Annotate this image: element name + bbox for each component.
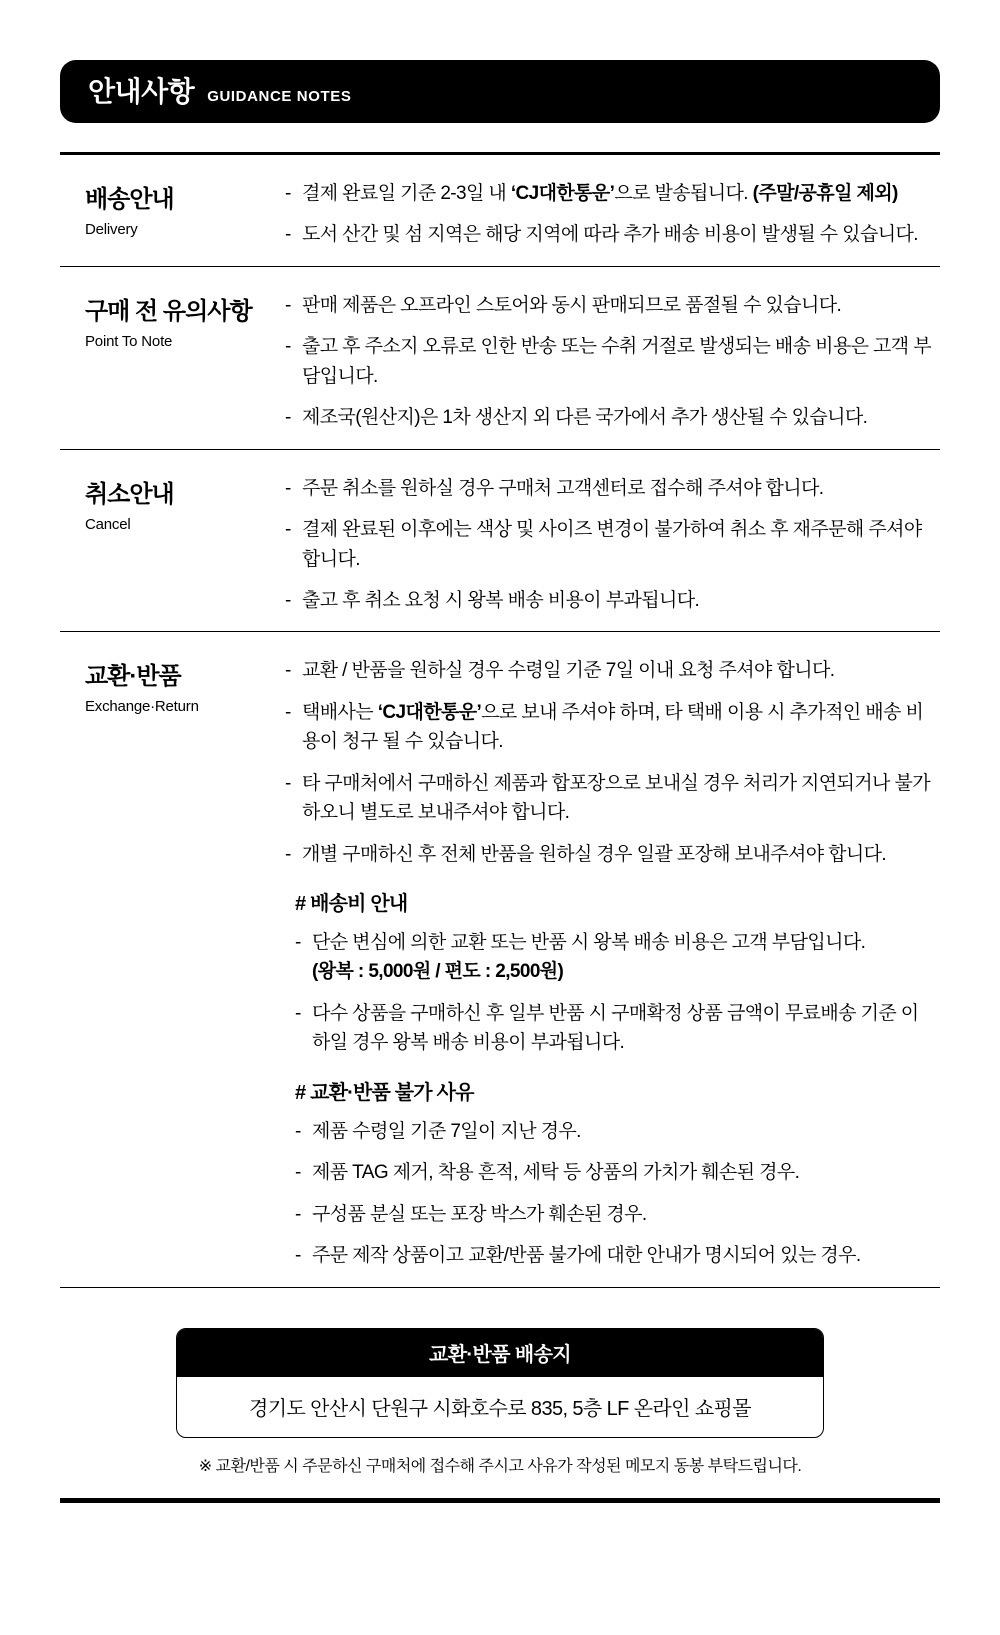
section-title: 교환·반품	[85, 663, 181, 691]
bullet-text: 택배사는 ‘CJ대한통운’으로 보내 주셔야 하며, 타 택배 이용 시 추가적인 배송 비용이 청구 될 수 있습니다.	[302, 701, 924, 753]
bullet-dash: -	[285, 477, 291, 499]
section-title: 배송안내	[85, 186, 174, 213]
bullet-text: 다수 상품을 구매하신 후 일부 반품 시 구매확정 상품 금액이 무료배송 기준 이하일 경우 왕복 배송 비용이 부과됩니다.	[312, 1002, 919, 1054]
section-title: 취소안내	[85, 480, 174, 508]
bullet-item	[285, 840, 932, 869]
address-box-header: 교환·반품 배송지	[177, 1329, 823, 1377]
bullet-dash: -	[285, 701, 291, 723]
section-title-column	[60, 474, 285, 616]
bullet-item	[295, 928, 932, 987]
section-point-to-note	[60, 267, 940, 450]
bullet-text: 결제 완료된 이후에는 색상 및 사이즈 변경이 불가하여 취소 후 재주문해 주셔야 합니다.	[302, 519, 922, 570]
sections-container	[60, 155, 940, 1288]
bullet-item	[295, 999, 932, 1058]
bullet-item	[295, 1241, 932, 1270]
bullet-item	[295, 1158, 932, 1187]
bullet-dash: -	[285, 519, 291, 541]
bullet-dash: -	[295, 1162, 301, 1184]
bullet-text: 출고 후 취소 요청 시 왕복 배송 비용이 부과됩니다.	[302, 589, 700, 611]
bullet-item	[295, 1200, 932, 1229]
bullet-dash: -	[285, 183, 291, 204]
bullet-item	[285, 656, 932, 685]
section-subtitle: Point To Note	[85, 332, 173, 350]
bullet-text: 판매 제품은 오프라인 스토어와 동시 판매되므로 품절될 수 있습니다.	[302, 294, 842, 316]
section-exchange-return	[60, 632, 940, 1287]
section-title-column	[60, 291, 285, 433]
bullet-dash: -	[285, 589, 291, 611]
bullet-text: 개별 구매하신 후 전체 반품을 원하실 경우 일괄 포장해 보내주셔야 합니다.	[302, 843, 887, 865]
section-header-bar	[60, 60, 940, 123]
address-text: 경기도 안산시 단원구 시화호수로 835, 5층 LF 온라인 쇼핑몰	[249, 1397, 751, 1420]
bullet-item	[285, 586, 932, 615]
bottom-divider	[60, 1498, 940, 1503]
subsection	[285, 889, 932, 1058]
subsection	[285, 1078, 932, 1271]
section-title-column	[60, 179, 285, 250]
bullet-text: 출고 후 주소지 오류로 인한 반송 또는 수취 거절로 발생되는 배송 비용은 고객 부담입니다.	[302, 336, 931, 387]
bullet-dash: -	[295, 1203, 301, 1225]
section-title: 구매 전 유의사항	[85, 297, 252, 325]
bullet-item	[285, 515, 932, 574]
section-subtitle: Exchange·Return	[85, 698, 199, 716]
bullet-text: 도서 산간 및 섬 지역은 해당 지역에 따라 추가 배송 비용이 발생될 수 있습니다.	[302, 224, 918, 246]
page-title: 안내사항	[88, 76, 195, 107]
bullet-dash: -	[295, 1120, 301, 1142]
section-title-column	[60, 656, 285, 1270]
bullet-text: 단순 변심에 의한 교환 또는 반품 시 왕복 배송 비용은 고객 부담입니다. (왕복 : 5,000원 / 편도 : 2,500원)	[312, 932, 866, 983]
bullet-item	[285, 474, 932, 503]
section-body	[285, 474, 940, 616]
bullet-item	[285, 291, 932, 320]
section-body	[285, 179, 940, 250]
section-cancel	[60, 450, 940, 633]
bullet-text: 제품 TAG 제거, 착용 흔적, 세탁 등 상품의 가치가 훼손된 경우.	[312, 1162, 800, 1184]
section-delivery	[60, 155, 940, 267]
bullet-item	[285, 332, 932, 391]
bullet-text: 제조국(원산지)은 1차 생산지 외 다른 국가에서 추가 생산될 수 있습니다.	[302, 407, 868, 429]
section-body	[285, 656, 940, 1270]
bullet-dash: -	[285, 294, 291, 316]
bullet-item	[295, 1117, 932, 1146]
exchange-return-address-box	[176, 1328, 824, 1438]
section-subtitle: Delivery	[85, 221, 138, 238]
bullet-text: 교환 / 반품을 원하실 경우 수령일 기준 7일 이내 요청 주셔야 합니다.	[302, 660, 835, 682]
bullet-text: 구성품 분실 또는 포장 박스가 훼손된 경우.	[312, 1203, 647, 1225]
footnote-text: ※ 교환/반품 시 주문하신 구매처에 접수해 주시고 사유가 작성된 메모지 동봉 부탁드립니다.	[198, 1457, 802, 1475]
bullet-dash: -	[295, 932, 301, 953]
bullet-text: 제품 수령일 기준 7일이 지난 경우.	[312, 1120, 581, 1142]
section-subtitle: Cancel	[85, 515, 131, 533]
section-body	[285, 291, 940, 433]
bullet-dash: -	[285, 407, 291, 429]
bullet-item	[285, 698, 932, 757]
bullet-dash: -	[285, 336, 291, 358]
bullet-text: 타 구매처에서 구매하신 제품과 합포장으로 보내실 경우 처리가 지연되거나 불가하오니 별도로 보내주셔야 합니다.	[302, 772, 930, 824]
bullet-dash: -	[285, 660, 291, 682]
subsection-heading: # 배송비 안내	[295, 893, 408, 915]
bullet-text: 주문 제작 상품이고 교환/반품 불가에 대한 안내가 명시되어 있는 경우.	[312, 1245, 861, 1267]
bullet-text: 결제 완료일 기준 2-3일 내 ‘CJ대한통운’으로 발송됩니다. (주말/공휴일 제외)	[302, 183, 898, 204]
bullet-item	[285, 179, 932, 208]
bullet-item	[285, 769, 932, 828]
bullet-dash: -	[285, 772, 291, 794]
bullet-dash: -	[295, 1245, 301, 1267]
bullet-dash: -	[295, 1002, 301, 1024]
guidance-notes-panel	[60, 60, 940, 1503]
subsection-heading: # 교환·반품 불가 사유	[295, 1081, 474, 1104]
bullet-dash: -	[285, 224, 291, 246]
page-title-en: GUIDANCE NOTES	[207, 88, 352, 105]
bullet-dash: -	[285, 843, 291, 865]
bullet-text: 주문 취소를 원하실 경우 구매처 고객센터로 접수해 주셔야 합니다.	[302, 477, 824, 499]
bullet-item	[285, 220, 932, 249]
bullet-item	[285, 403, 932, 432]
